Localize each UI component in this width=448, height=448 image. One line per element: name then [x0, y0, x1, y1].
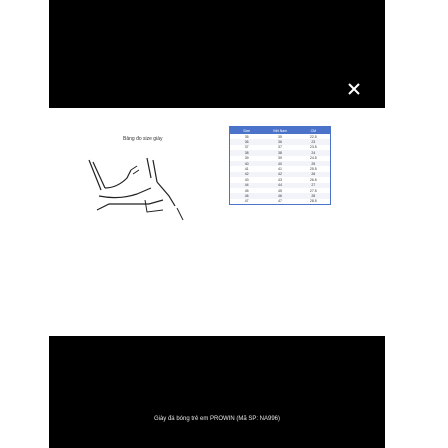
column-header: Việt Nam: [272, 128, 288, 133]
table-row: [230, 193, 330, 198]
table-cell: 35: [278, 134, 282, 139]
table-cell: 46: [244, 193, 249, 198]
table-cell: 27.5: [309, 188, 317, 193]
table-row: [230, 134, 330, 139]
table-cell: 47: [278, 199, 282, 204]
foot-measurement-illustration: [79, 148, 209, 228]
table-cell: 45: [244, 188, 249, 193]
table-cell: 44: [244, 183, 249, 188]
table-cell: 28: [311, 193, 316, 198]
table-cell: 28.5: [309, 199, 317, 204]
table-cell: 37: [278, 145, 282, 150]
table-row: [230, 172, 330, 177]
table-cell: 27: [311, 183, 316, 188]
table-cell: 22.5: [309, 134, 317, 139]
table-row: [230, 188, 330, 193]
size-table-header: [230, 127, 330, 134]
table-cell: 38: [278, 150, 282, 155]
table-row: [230, 183, 330, 188]
close-button[interactable]: [343, 78, 365, 100]
image-caption: Giày đá bóng trẻ em PROWIN (Mã SP: NA996): [153, 416, 281, 422]
table-cell: 42: [244, 172, 249, 177]
table-row: [230, 150, 330, 155]
table-cell: 39: [244, 156, 249, 161]
table-cell: 42: [278, 172, 282, 177]
table-cell: 44: [278, 183, 282, 188]
table-cell: 45: [278, 188, 282, 193]
table-cell: 43: [278, 177, 282, 182]
table-row: [230, 199, 330, 204]
table-cell: 38: [244, 150, 249, 155]
table-cell: 37: [244, 145, 249, 150]
table-cell: 36: [244, 140, 249, 145]
table-row: [230, 156, 330, 161]
size-chart-image: [49, 108, 385, 336]
viewer-bottom-bar: [49, 336, 385, 448]
table-cell: 26: [311, 172, 316, 177]
table-row: [230, 177, 330, 182]
table-row: [230, 145, 330, 150]
table-cell: 24: [311, 150, 316, 155]
column-header: Size: [243, 128, 251, 133]
table-cell: 36: [278, 140, 282, 145]
table-cell: 23.5: [309, 145, 317, 150]
table-cell: 47: [244, 199, 249, 204]
close-icon: [347, 82, 361, 96]
table-cell: 40: [278, 161, 282, 166]
viewer-top-bar: [49, 0, 385, 108]
table-row: [230, 139, 330, 144]
table-cell: 25: [311, 161, 316, 166]
table-cell: 43: [244, 177, 249, 182]
table-cell: 40: [244, 161, 249, 166]
table-row: [230, 166, 330, 171]
table-cell: 39: [278, 156, 282, 161]
table-cell: 26.5: [309, 177, 317, 182]
size-table: [229, 126, 331, 205]
table-cell: 41: [278, 167, 282, 172]
table-cell: 41: [244, 167, 249, 172]
table-cell: 24.5: [309, 156, 317, 161]
table-cell: 46: [278, 193, 282, 198]
table-row: [230, 161, 330, 166]
table-cell: 35: [244, 134, 249, 139]
column-header: CM: [310, 128, 317, 133]
table-cell: 25.5: [309, 167, 317, 172]
table-cell: 23: [311, 140, 316, 145]
size-chart-title: Bảng đo size giày: [123, 136, 163, 142]
